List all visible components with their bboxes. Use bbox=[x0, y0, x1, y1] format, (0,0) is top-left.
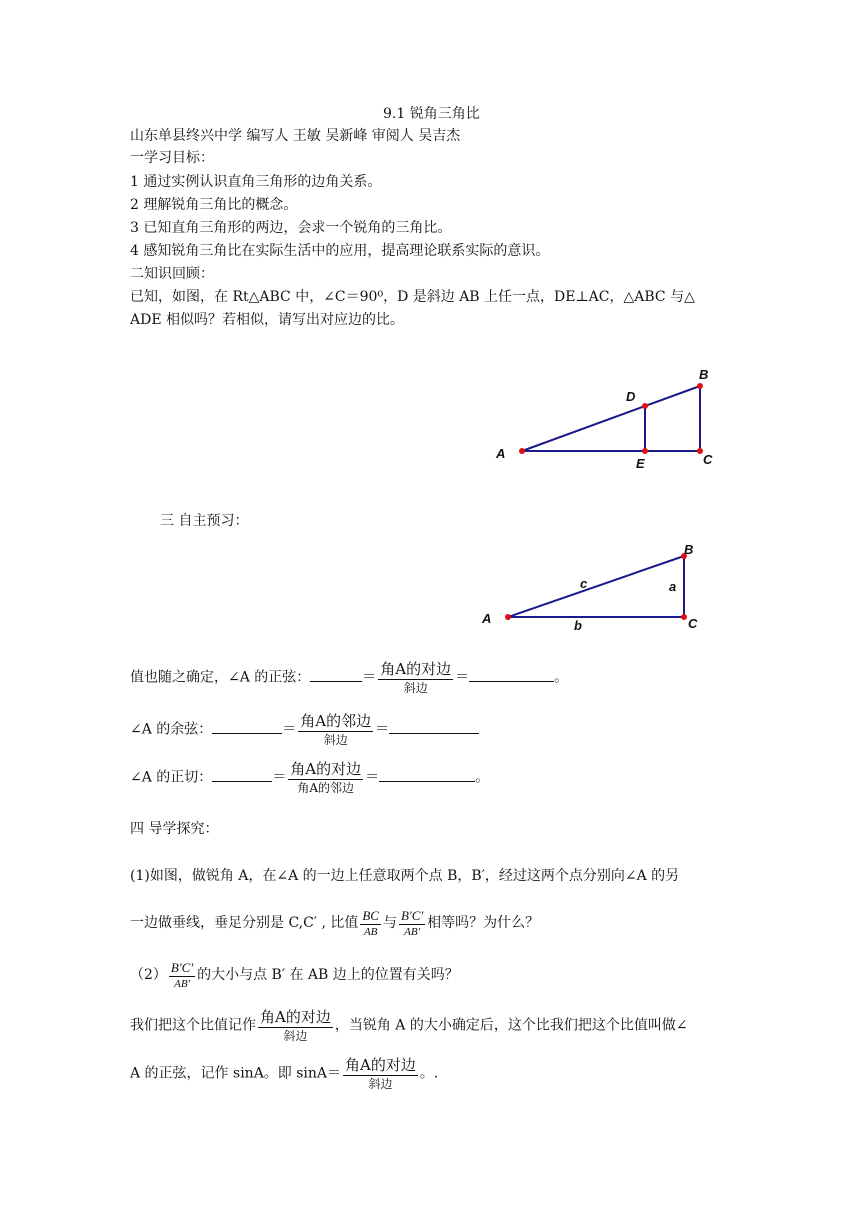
cosine-blank-2[interactable] bbox=[389, 719, 479, 734]
period: 。 bbox=[475, 769, 490, 786]
q2-prefix: （2） bbox=[130, 967, 167, 983]
point-a bbox=[505, 614, 511, 620]
equals: ＝ bbox=[375, 721, 390, 738]
tangent-prefix: ∠A 的正切： bbox=[130, 769, 213, 786]
q1-text-b: 与 bbox=[382, 915, 397, 931]
label-side-c: c bbox=[580, 576, 588, 591]
label-side-b: b bbox=[574, 618, 582, 633]
definition-fraction bbox=[258, 1008, 333, 1043]
sine-fraction bbox=[378, 660, 453, 695]
point-b bbox=[697, 383, 703, 389]
triangle-figure-ade-abc bbox=[490, 364, 730, 474]
tangent-row bbox=[130, 760, 489, 795]
point-c bbox=[681, 614, 687, 620]
cosine-row bbox=[130, 712, 479, 747]
definition-numerator: 角A的对边 bbox=[260, 1008, 331, 1026]
equals: ＝ bbox=[455, 669, 470, 686]
objective-3: 3 已知直角三角形的两边，会求一个锐角的三角比。 bbox=[130, 220, 452, 236]
def-text-a: 我们把这个比值记作 bbox=[130, 1017, 256, 1034]
label-a: A bbox=[496, 446, 506, 461]
definition-line1 bbox=[130, 1008, 688, 1043]
question1-line2 bbox=[130, 908, 539, 938]
q2-text: 的大小与点 B′ 在 AB 边上的位置有关吗？ bbox=[197, 967, 459, 983]
fraction-bc-ab-numerator: BC bbox=[362, 908, 379, 923]
fraction-bc-ab bbox=[360, 908, 381, 938]
tangent-blank-2[interactable] bbox=[379, 767, 475, 782]
sine-prefix: 值也随之确定，∠A 的正弦： bbox=[130, 669, 311, 686]
segment-ab bbox=[522, 386, 700, 451]
label-c: C bbox=[688, 616, 698, 631]
cosine-blank-1[interactable] bbox=[212, 719, 282, 734]
section4-heading: 四 导学探究： bbox=[130, 821, 219, 837]
label-b: B bbox=[684, 542, 694, 557]
cosine-denominator: 斜边 bbox=[323, 733, 348, 747]
period: 。 bbox=[554, 669, 569, 686]
fraction-bpcp-abp bbox=[169, 960, 195, 990]
triangle-figure-abc-sides bbox=[478, 540, 728, 635]
equals: ＝ bbox=[282, 721, 297, 738]
tangent-denominator: 角A的邻边 bbox=[297, 781, 355, 795]
equals: ＝ bbox=[362, 669, 377, 686]
objective-4: 4 感知锐角三角比在实际生活中的应用，提高理论联系实际的意识。 bbox=[130, 243, 550, 259]
sine-blank-1[interactable] bbox=[310, 667, 362, 682]
section3-heading: 三 自主预习： bbox=[160, 513, 249, 529]
label-d: D bbox=[626, 389, 636, 404]
sina-denominator: 斜边 bbox=[368, 1077, 393, 1091]
q1-text-a: 一边做垂线，垂足分别是 C,C′ , 比值 bbox=[130, 915, 359, 931]
fraction-bpcp-numerator: B'C' bbox=[170, 960, 194, 975]
author-line: 山东单县终兴中学 编写人 王敏 吴新峰 审阅人 吴吉杰 bbox=[130, 128, 461, 144]
definition-denominator: 斜边 bbox=[283, 1029, 308, 1043]
point-e bbox=[642, 448, 648, 454]
fraction-bpcp-denominator: AB' bbox=[174, 978, 190, 990]
label-a: A bbox=[482, 611, 492, 626]
sine-denominator: 斜边 bbox=[403, 681, 428, 695]
tangent-fraction bbox=[288, 760, 363, 795]
label-e: E bbox=[636, 456, 645, 471]
question2 bbox=[130, 960, 459, 990]
page-title: 9.1 锐角三角比 bbox=[383, 106, 480, 122]
tangent-numerator: 角A的对边 bbox=[290, 760, 362, 778]
sine-numerator: 角A的对边 bbox=[380, 660, 452, 678]
def-text-d: 。. bbox=[419, 1065, 439, 1082]
def-text-c: A 的正弦，记作 sinA。即 sinA＝ bbox=[130, 1065, 342, 1082]
sina-numerator: 角A的对边 bbox=[345, 1056, 416, 1074]
equals: ＝ bbox=[272, 769, 287, 786]
equals: ＝ bbox=[365, 769, 380, 786]
sine-row bbox=[130, 660, 568, 695]
objective-1: 1 通过实例认识直角三角形的边角关系。 bbox=[130, 174, 382, 190]
label-c: C bbox=[703, 452, 713, 467]
fraction-bc-ab-denominator: AB bbox=[363, 926, 378, 938]
review-para-line2: ADE 相似吗？若相似，请写出对应边的比。 bbox=[130, 312, 405, 328]
def-text-b: ，当锐角 A 的大小确定后，这个比我们把这个比值叫做∠ bbox=[334, 1017, 688, 1034]
point-a bbox=[519, 448, 525, 454]
cosine-prefix: ∠A 的余弦： bbox=[130, 721, 213, 738]
label-b: B bbox=[699, 367, 709, 382]
fraction-bpcp-abp bbox=[399, 908, 425, 938]
label-side-a: a bbox=[669, 579, 677, 594]
section2-heading: 二知识回顾： bbox=[130, 266, 214, 282]
fraction-bpcp-numerator: B'C' bbox=[400, 908, 424, 923]
tangent-blank-1[interactable] bbox=[212, 767, 272, 782]
section1-heading: 一学习目标： bbox=[130, 150, 214, 166]
sina-fraction bbox=[343, 1056, 418, 1091]
point-d bbox=[642, 403, 648, 409]
review-para-line1: 已知，如图，在 Rt△ABC 中，∠C＝90⁰，D 是斜边 AB 上任一点，DE⊥AC，△ABC 与△ bbox=[130, 289, 695, 305]
question1-line1: (1)如图，做锐角 A，在∠A 的一边上任意取两个点 B，B′，经过这两个点分别向∠A 的另 bbox=[130, 868, 680, 884]
cosine-numerator: 角A的邻边 bbox=[300, 712, 372, 730]
definition-line2 bbox=[130, 1056, 438, 1091]
q1-text-c: 相等吗？为什么？ bbox=[427, 915, 540, 931]
objective-2: 2 理解锐角三角比的概念。 bbox=[130, 197, 298, 213]
side-c bbox=[508, 556, 684, 617]
fraction-bpcp-denominator: AB' bbox=[404, 926, 420, 938]
cosine-fraction bbox=[298, 712, 373, 747]
sine-blank-2[interactable] bbox=[469, 667, 554, 682]
